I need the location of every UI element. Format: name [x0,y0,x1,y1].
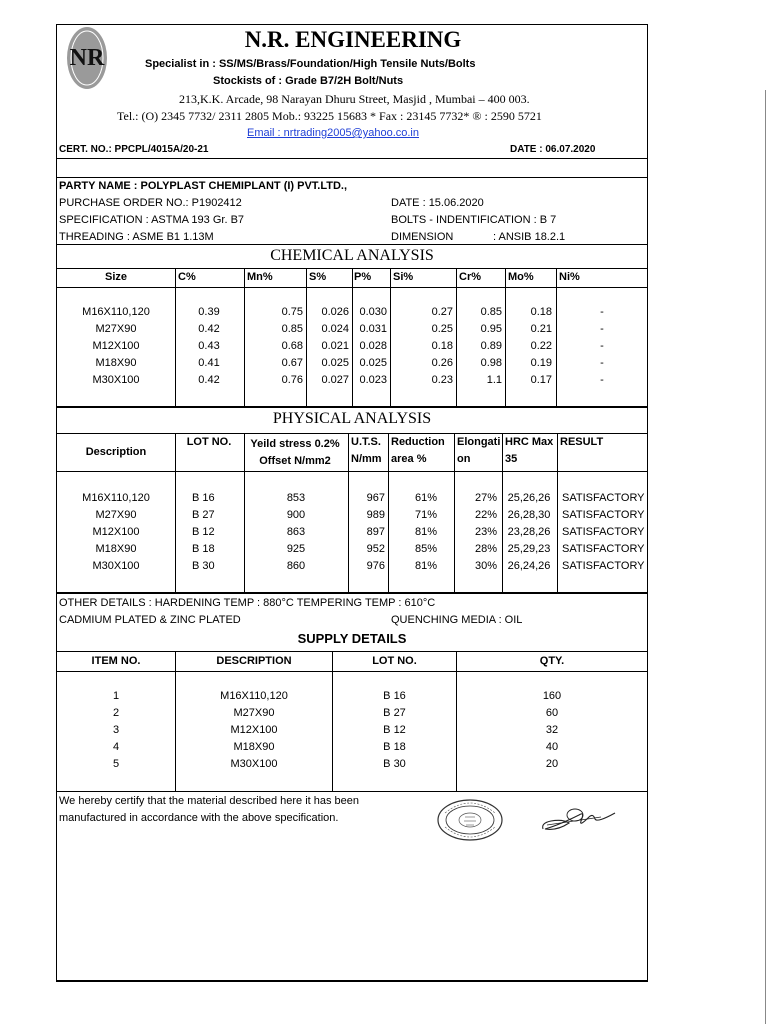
phys-header-hrc-1: HRC Max [505,436,554,448]
phys-data-cell: 976 [366,560,385,572]
chem-header-cell: Ni% [559,271,580,283]
chem-data-cell: 0.68 [281,340,303,352]
certification-statement-1: We hereby certify that the material described here it has been [59,795,360,807]
phys-data-cell: 30% [474,560,497,572]
phys-data-cell: 900 [286,509,306,521]
column-divider [557,433,558,592]
supply-data-cell: 1 [112,690,120,702]
phys-data-cell: 863 [286,526,306,538]
chem-data-cell: 1.1 [486,374,502,386]
chem-data-cell: 0.025 [321,357,349,369]
divider [57,592,647,594]
dimension-label: DIMENSION [391,231,454,243]
divider [57,244,647,245]
chem-data-cell: - [600,323,604,335]
chem-data-cell: 0.89 [480,340,502,352]
supply-header-cell: ITEM NO. [91,655,141,667]
cert-date: DATE : 06.07.2020 [510,144,596,155]
page-edge-line [765,90,766,1024]
chem-data-cell: 0.43 [198,340,220,352]
chem-data-cell: 0.19 [530,357,552,369]
chem-data-cell: 0.028 [359,340,387,352]
logo-text: NR [69,45,105,71]
supply-data-cell: 40 [545,741,559,753]
company-name: N.R. ENGINEERING [244,27,462,52]
supply-data-cell: B 27 [383,707,406,719]
divider [57,158,647,159]
phys-data-cell: 25,29,23 [507,543,551,555]
chem-data-cell: M18X90 [95,357,137,369]
chem-data-cell: 0.41 [198,357,220,369]
phys-data-cell: 952 [366,543,385,555]
supply-data-cell: M27X90 [233,707,275,719]
phys-data-cell: 81% [414,526,437,538]
phys-header-yield-1: Yeild stress 0.2% [250,438,340,450]
phys-header-reduction-1: Reduction [391,436,445,448]
phys-data-cell: 81% [414,560,437,572]
phys-data-cell: 25,26,26 [507,492,551,504]
po-date: DATE : 15.06.2020 [391,197,484,209]
phys-data-cell: SATISFACTORY [562,492,645,504]
supply-data-cell: 2 [112,707,120,719]
chem-data-cell: - [600,357,604,369]
chem-header-cell: Mo% [508,271,534,283]
dimension-value: : ANSIB 18.2.1 [493,231,566,243]
phys-data-cell: 925 [286,543,306,555]
supply-data-cell: B 12 [383,724,406,736]
address-line: 213,K.K. Arcade, 98 Narayan Dhuru Street, Masjid , Mumbai – 400 003. [179,92,530,106]
chem-data-cell: 0.026 [321,306,349,318]
phys-data-cell: 989 [366,509,385,521]
supply-data-cell: B 30 [383,758,406,770]
chem-header-cell: Si% [393,271,414,283]
phys-data-cell: 897 [366,526,385,538]
supply-header-cell: LOT NO. [372,655,417,667]
certification-statement-2: manufactured in accordance with the above specification. [59,812,339,824]
supply-data-cell: 5 [112,758,120,770]
chem-data-cell: 0.85 [281,323,303,335]
supply-data-cell: M16X110,120 [220,690,288,702]
divider [57,406,647,408]
chem-header-cell: Mn% [247,271,273,283]
plating-details: CADMIUM PLATED & ZINC PLATED [59,614,241,626]
phys-header-description: Description [85,446,147,458]
column-divider [175,651,176,791]
divider [57,471,647,472]
signature-icon [539,801,619,837]
chem-data-cell: M16X110,120 [82,306,150,318]
chemical-title: CHEMICAL ANALYSIS [270,247,434,264]
phys-header-uts-1: U.T.S. [351,436,381,448]
chem-data-cell: 0.18 [530,306,552,318]
chem-data-cell: 0.23 [431,374,453,386]
physical-title: PHYSICAL ANALYSIS [272,410,432,427]
phys-data-cell: 23,28,26 [507,526,551,538]
phys-data-cell: SATISFACTORY [562,509,645,521]
phys-data-cell: B 30 [192,560,215,572]
chem-data-cell: 0.25 [431,323,453,335]
other-details: OTHER DETAILS : HARDENING TEMP : 880°C TEMPERING TEMP : 610°C [59,597,436,609]
chem-data-cell: 0.17 [530,374,552,386]
specialist-line: Specialist in : SS/MS/Brass/Foundation/High Tensile Nuts/Bolts [145,58,476,70]
chem-data-cell: 0.67 [281,357,303,369]
threading: THREADING : ASME B1 1.13M [59,231,214,243]
phys-header-lot: LOT NO. [186,436,232,448]
supply-data-cell: 160 [542,690,562,702]
chem-data-cell: 0.39 [198,306,220,318]
phys-data-cell: 26,24,26 [507,560,551,572]
supply-data-cell: 20 [545,758,559,770]
chem-data-cell: 0.95 [480,323,502,335]
supply-data-cell: 3 [112,724,120,736]
phys-data-cell: 27% [474,492,497,504]
company-seal-stamp-icon [435,797,505,843]
chem-data-cell: 0.98 [480,357,502,369]
certificate-sheet [56,24,648,982]
phys-data-cell: 85% [414,543,437,555]
chem-data-cell: 0.76 [281,374,303,386]
phys-data-cell: 61% [414,492,437,504]
chem-header-cell: C% [178,271,196,283]
chem-data-cell: - [600,340,604,352]
phys-data-cell: 71% [414,509,437,521]
chem-data-cell: 0.42 [198,323,220,335]
phys-header-hrc-2: 35 [505,453,518,465]
phys-header-reduction-2: area % [391,453,427,465]
chem-header-cell: P% [354,271,372,283]
phys-data-cell: M16X110,120 [82,492,150,504]
chem-data-cell: 0.21 [530,323,552,335]
divider [57,671,647,672]
chem-header-cell: Size [104,271,127,283]
phys-data-cell: M27X90 [95,509,137,521]
quenching-media: QUENCHING MEDIA : OIL [391,614,523,626]
chem-data-cell: - [600,374,604,386]
phys-data-cell: 23% [474,526,497,538]
supply-data-cell: 60 [545,707,559,719]
email-link[interactable]: Email : nrtrading2005@yahoo.co.in [247,127,419,139]
chem-data-cell: 0.18 [431,340,453,352]
supply-header-cell: QTY. [539,655,565,667]
supply-data-cell: M18X90 [233,741,275,753]
chem-data-cell: 0.025 [359,357,387,369]
divider [57,433,647,434]
chem-data-cell: 0.85 [480,306,502,318]
chem-data-cell: 0.023 [359,374,387,386]
column-divider [175,433,176,592]
chem-data-cell: M27X90 [95,323,137,335]
chem-header-cell: Cr% [459,271,482,283]
phys-data-cell: B 27 [192,509,215,521]
divider [57,791,647,792]
phys-data-cell: B 12 [192,526,215,538]
supply-data-cell: M30X100 [230,758,278,770]
phys-data-cell: 853 [286,492,306,504]
chem-data-cell: M30X100 [92,374,140,386]
phys-header-yield-2: Offset N/mm2 [259,455,331,467]
phys-data-cell: 26,28,30 [507,509,551,521]
phys-data-cell: M18X90 [95,543,137,555]
phys-data-cell: M12X100 [92,526,140,538]
purchase-order: PURCHASE ORDER NO.: P1902412 [59,197,242,209]
chem-data-cell: 0.027 [321,374,349,386]
supply-data-cell: 4 [112,741,120,753]
supply-header-cell: DESCRIPTION [216,655,292,667]
chem-data-cell: 0.030 [359,306,387,318]
chem-data-cell: 0.75 [281,306,303,318]
chem-data-cell: - [600,306,604,318]
chem-data-cell: 0.26 [431,357,453,369]
chem-data-cell: 0.27 [431,306,453,318]
phys-data-cell: B 16 [192,492,215,504]
phys-header-elongation-2: on [457,453,471,465]
bolts-identification: BOLTS - INDENTIFICATION : B 7 [391,214,557,226]
phys-data-cell: SATISFACTORY [562,526,645,538]
phys-header-elongation-1: Elongati [457,436,501,448]
phys-header-result: RESULT [560,436,604,448]
stockists-line: Stockists of : Grade B7/2H Bolt/Nuts [213,75,404,87]
supply-data-cell: B 16 [383,690,406,702]
divider [57,177,647,178]
chem-data-cell: M12X100 [92,340,140,352]
phys-data-cell: M30X100 [92,560,140,572]
phys-data-cell: B 18 [192,543,215,555]
phys-data-cell: 22% [474,509,497,521]
divider [57,651,647,652]
phys-data-cell: 860 [286,560,306,572]
phys-header-uts-2: N/mm [351,453,382,465]
chem-data-cell: 0.42 [198,374,220,386]
specification: SPECIFICATION : ASTMA 193 Gr. B7 [59,214,245,226]
phys-data-cell: SATISFACTORY [562,543,645,555]
chem-data-cell: 0.021 [321,340,349,352]
supply-data-cell: B 18 [383,741,406,753]
supply-data-cell: 32 [545,724,559,736]
column-divider [332,651,333,791]
supply-title: SUPPLY DETAILS [297,631,407,646]
chem-data-cell: 0.031 [359,323,387,335]
column-divider [456,651,457,791]
supply-data-cell: M12X100 [230,724,278,736]
phys-data-cell: 28% [474,543,497,555]
phys-data-cell: SATISFACTORY [562,560,645,572]
chem-data-cell: 0.024 [321,323,349,335]
party-name: PARTY NAME : POLYPLAST CHEMIPLANT (I) PVT.LTD., [59,180,348,192]
chem-data-cell: 0.22 [530,340,552,352]
chem-header-cell: S% [309,271,327,283]
phys-data-cell: 967 [366,492,385,504]
contact-line: Tel.: (O) 2345 7732/ 2311 2805 Mob.: 93225 15683 * Fax : 23145 7732* ® : 2590 5721 [117,109,542,123]
cert-number: CERT. NO.: PPCPL/4015A/20-21 [59,144,209,155]
